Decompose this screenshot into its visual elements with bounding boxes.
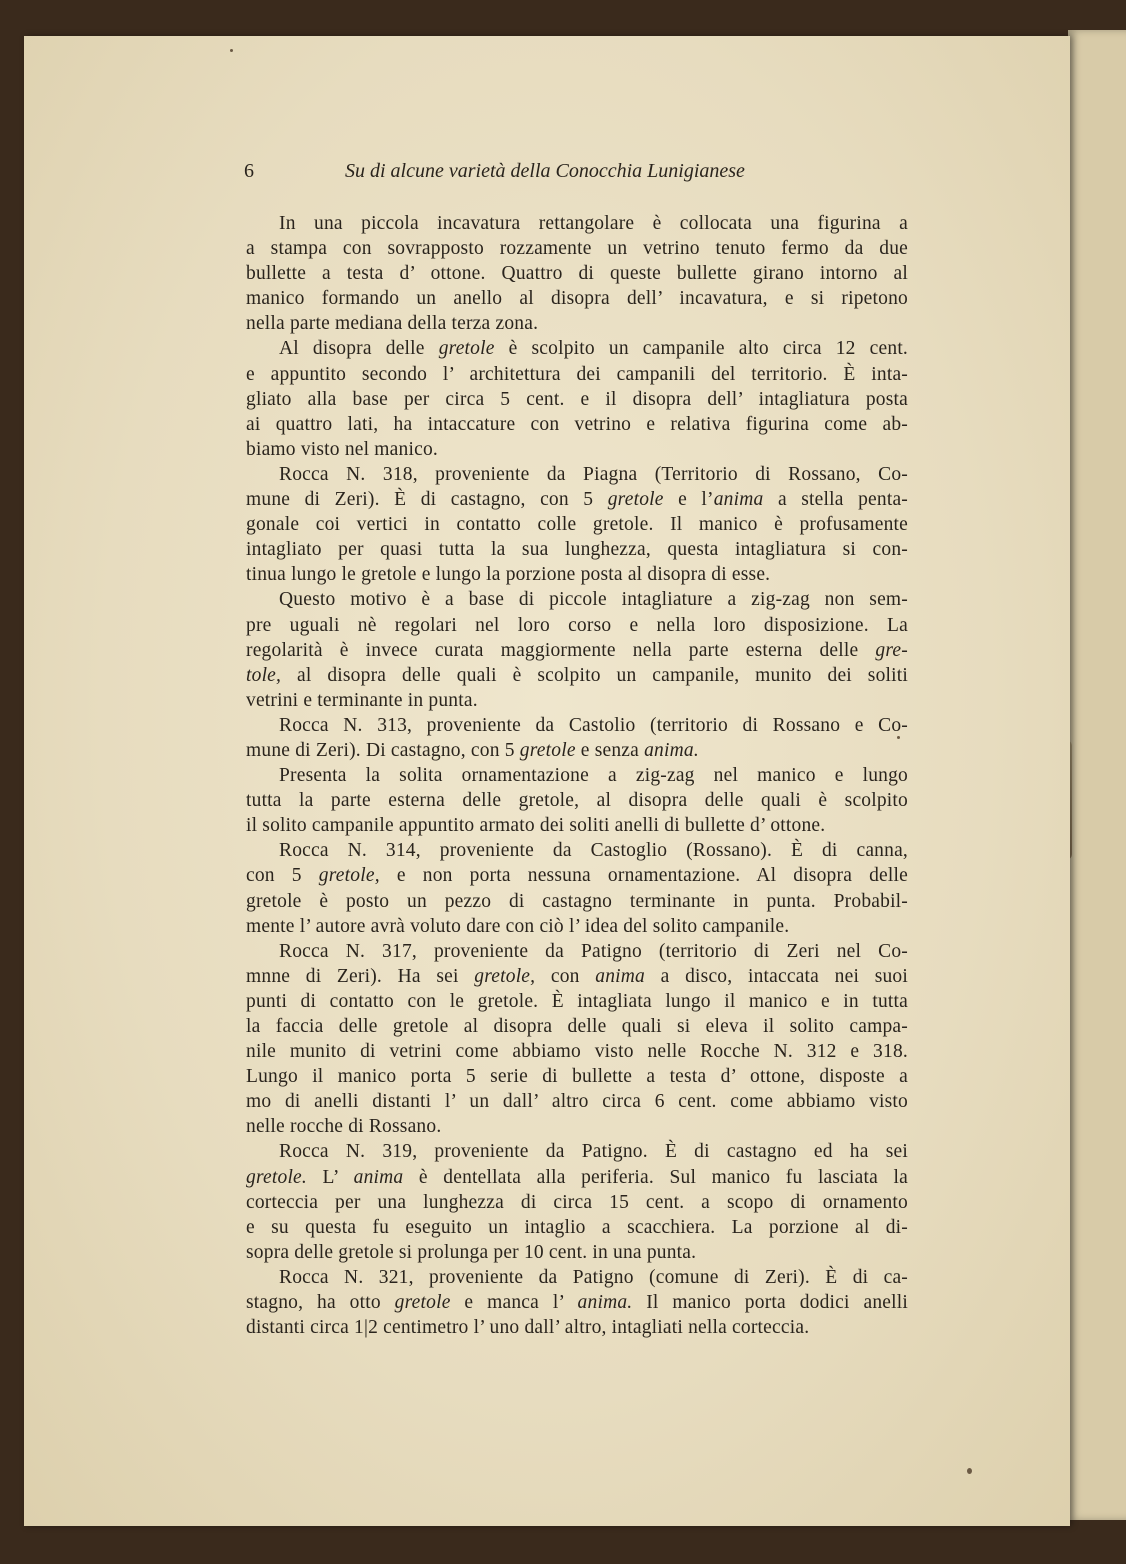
text-line bbox=[246, 1064, 908, 1089]
paragraph bbox=[246, 462, 908, 587]
text-line bbox=[246, 1215, 908, 1240]
text-line bbox=[246, 889, 908, 914]
paragraph bbox=[246, 939, 908, 1140]
text-line bbox=[246, 964, 908, 989]
text-run: con bbox=[535, 965, 596, 987]
text-run: e l’ bbox=[663, 489, 714, 511]
paper-speck bbox=[230, 49, 233, 52]
text-line bbox=[246, 1039, 908, 1064]
text-run: ai quattro lati, ha intaccature con vetrino e relativa figurina come ab- bbox=[246, 413, 908, 435]
paper-speck bbox=[897, 736, 900, 739]
text-run: tutta la parte esterna delle gretole, al disopra delle quali è scolpito bbox=[246, 790, 908, 812]
paragraph bbox=[246, 838, 908, 938]
text-run: e su questa fu eseguito un intaglio a scacchiera. La porzione al di- bbox=[246, 1216, 908, 1238]
text-run: e senza bbox=[575, 739, 645, 761]
text-run: Rocca N. 314, proveniente da Castoglio (Rossano). È di canna, bbox=[279, 840, 908, 862]
paragraph bbox=[246, 587, 908, 712]
text-line bbox=[246, 1114, 908, 1139]
paper-speck bbox=[967, 1468, 972, 1474]
text-run: e manca l’ bbox=[450, 1292, 578, 1314]
text-line bbox=[246, 1089, 908, 1114]
text-run: sopra delle gretole si prolunga per 10 cent. in una punta. bbox=[246, 1241, 697, 1263]
italic-term: gre- bbox=[875, 639, 908, 661]
text-run: In una piccola incavatura rettangolare è collocata una figurina a bbox=[279, 213, 908, 234]
text-run: mnne di Zeri). Ha sei bbox=[246, 965, 475, 987]
text-run: a disco, intaccata nei suoi bbox=[645, 965, 909, 987]
italic-term: anima bbox=[353, 1166, 404, 1188]
text-line bbox=[246, 1139, 908, 1164]
text-line bbox=[246, 1265, 908, 1290]
text-line bbox=[246, 613, 908, 638]
text-run: nile munito di vetrini come abbiamo visto nelle Rocche N. 312 e 318. bbox=[246, 1041, 908, 1063]
italic-term: gretole, bbox=[318, 865, 380, 887]
text-line bbox=[246, 863, 908, 888]
text-run: Al disopra delle bbox=[279, 338, 439, 360]
text-line bbox=[246, 1190, 908, 1215]
paragraph bbox=[246, 1265, 908, 1340]
text-line bbox=[246, 236, 908, 261]
italic-term: anima. bbox=[644, 739, 699, 761]
text-run: biamo visto nel manico. bbox=[246, 438, 438, 460]
italic-term: anima bbox=[713, 489, 764, 511]
text-run: Il manico porta dodici anelli bbox=[632, 1292, 908, 1314]
text-line bbox=[246, 362, 908, 387]
text-run: è dentellata alla periferia. Sul manico fu lasciata la bbox=[403, 1166, 908, 1188]
text-run: mente l’ autore avrà voluto dare con ciò l’ idea del solito campanile. bbox=[246, 915, 790, 937]
italic-term: gretole bbox=[519, 739, 576, 761]
text-line bbox=[246, 638, 908, 663]
text-run: gonale coi vertici in contatto colle gretole. Il manico è profusamente bbox=[246, 514, 908, 536]
italic-term: gretole. bbox=[246, 1166, 307, 1188]
text-line bbox=[246, 939, 908, 964]
italic-term: gretole, bbox=[474, 965, 536, 987]
text-run: gliato alla base per circa 5 cent. e il disopra dell’ intagliatura posta bbox=[246, 388, 908, 410]
text-line bbox=[246, 336, 908, 361]
text-line bbox=[246, 1240, 908, 1265]
text-run: punti di contatto con le gretole. È intagliata lungo il manico e in tutta bbox=[246, 990, 908, 1012]
adjacent-page-edge bbox=[1068, 30, 1126, 1520]
text-run: distanti circa 1|2 centimetro l’ uno dall’ altro, intagliati nella corteccia. bbox=[246, 1317, 810, 1339]
text-run: tinua lungo le gretole e lungo la porzione posta al disopra di esse. bbox=[246, 564, 771, 586]
text-run: Rocca N. 318, proveniente da Piagna (Territorio di Rossano, Co- bbox=[279, 463, 908, 485]
text-run: gretole è posto un pezzo di castagno terminante in punta. Probabil- bbox=[246, 890, 908, 912]
italic-term: anima bbox=[595, 965, 645, 987]
text-line bbox=[246, 286, 908, 311]
text-line bbox=[246, 788, 908, 813]
italic-term: anima. bbox=[577, 1292, 633, 1314]
text-run: e non porta nessuna ornamentazione. Al disopra delle bbox=[379, 865, 908, 887]
italic-term: gretole bbox=[394, 1292, 451, 1314]
text-run: stagno, ha otto bbox=[246, 1292, 395, 1314]
text-run: manico formando un anello al disopra dell’ incavatura, e si ripetono bbox=[246, 288, 908, 310]
text-line bbox=[246, 462, 908, 487]
text-line bbox=[246, 1290, 908, 1315]
text-run: il solito campanile appuntito armato dei soliti anelli di bullette d’ ottone. bbox=[246, 815, 826, 837]
text-line bbox=[246, 261, 908, 286]
text-line bbox=[246, 211, 908, 236]
text-line bbox=[246, 587, 908, 612]
text-line bbox=[246, 437, 908, 462]
text-run: bullette a testa d’ ottone. Quattro di queste bullette girano intorno al bbox=[246, 263, 908, 285]
italic-term: gretole bbox=[607, 489, 664, 511]
paragraph bbox=[246, 336, 908, 461]
text-run: Rocca N. 319, proveniente da Patigno. È di castagno ed ha sei bbox=[279, 1141, 908, 1163]
text-run: Questo motivo è a base di piccole intagliature a zig-zag non sem- bbox=[279, 589, 908, 611]
text-run: con 5 bbox=[246, 865, 319, 887]
text-line bbox=[246, 412, 908, 437]
text-run: a stampa con sovrapposto rozzamente un vetrino tenuto fermo da due bbox=[246, 238, 908, 260]
text-run: mo di anelli distanti l’ un dall’ altro circa 6 cent. come abbiamo visto bbox=[246, 1091, 908, 1113]
text-line bbox=[246, 311, 908, 336]
text-run: pre uguali nè regolari nel loro corso e nella loro disposizione. La bbox=[246, 614, 908, 636]
text-line bbox=[246, 688, 908, 713]
text-run: Rocca N. 321, proveniente da Patigno (comune di Zeri). È di ca- bbox=[279, 1266, 908, 1288]
text-run: la faccia delle gretole al disopra delle quali si eleva il solito campa- bbox=[246, 1016, 908, 1037]
text-run: intagliato per quasi tutta la sua lunghezza, questa intagliatura si con- bbox=[246, 539, 908, 561]
text-line bbox=[246, 1165, 908, 1190]
text-line bbox=[246, 1014, 908, 1039]
text-run: Presenta la solita ornamentazione a zig-zag nel manico e lungo bbox=[279, 765, 908, 787]
text-run: vetrini e terminante in punta. bbox=[246, 689, 478, 711]
text-line bbox=[246, 387, 908, 412]
text-line bbox=[246, 763, 908, 788]
text-line bbox=[246, 663, 908, 688]
text-line bbox=[246, 1315, 908, 1340]
running-title: Su di alcune varietà della Conocchia Lunigianese bbox=[345, 160, 745, 182]
paragraph bbox=[246, 763, 908, 838]
text-line bbox=[246, 914, 908, 939]
text-run: nelle rocche di Rossano. bbox=[246, 1116, 442, 1138]
text-line bbox=[246, 738, 908, 763]
text-line bbox=[246, 838, 908, 863]
text-run: è scolpito un campanile alto circa 12 cent. bbox=[494, 338, 909, 360]
text-line bbox=[246, 487, 908, 512]
paragraph bbox=[246, 713, 908, 763]
text-run: Rocca N. 317, proveniente da Patigno (territorio di Zeri nel Co- bbox=[279, 940, 908, 962]
paragraph bbox=[246, 211, 908, 336]
text-run: Rocca N. 313, proveniente da Castolio (territorio di Rossano e Co- bbox=[279, 714, 908, 736]
text-run: mune di Zeri). È di castagno, con 5 bbox=[246, 489, 608, 511]
text-run: Lungo il manico porta 5 serie di bullette a testa d’ ottone, disposte a bbox=[246, 1066, 908, 1088]
italic-term: gretole bbox=[438, 338, 495, 360]
page-number: 6 bbox=[244, 160, 254, 182]
text-run: al disopra delle quali è scolpito un campanile, munito dei soliti bbox=[281, 664, 908, 686]
body-text bbox=[246, 211, 908, 1340]
text-run: L’ bbox=[307, 1166, 354, 1188]
text-line bbox=[246, 713, 908, 738]
italic-term: tole, bbox=[246, 664, 282, 686]
text-line bbox=[246, 562, 908, 587]
text-line bbox=[246, 537, 908, 562]
text-run: nella parte mediana della terza zona. bbox=[246, 313, 539, 335]
text-run: mune di Zeri). Di castagno, con 5 bbox=[246, 739, 520, 761]
text-line bbox=[246, 989, 908, 1014]
text-run: corteccia per una lunghezza di circa 15 cent. a scopo di ornamento bbox=[246, 1191, 908, 1213]
text-line bbox=[246, 813, 908, 838]
text-run: e appuntito secondo l’ architettura dei campanili del territorio. È inta- bbox=[246, 363, 908, 385]
text-run: regolarità è invece curata maggiormente nella parte esterna delle bbox=[246, 639, 876, 661]
text-run: a stella penta- bbox=[763, 489, 908, 511]
paragraph bbox=[246, 1139, 908, 1264]
text-line bbox=[246, 512, 908, 537]
